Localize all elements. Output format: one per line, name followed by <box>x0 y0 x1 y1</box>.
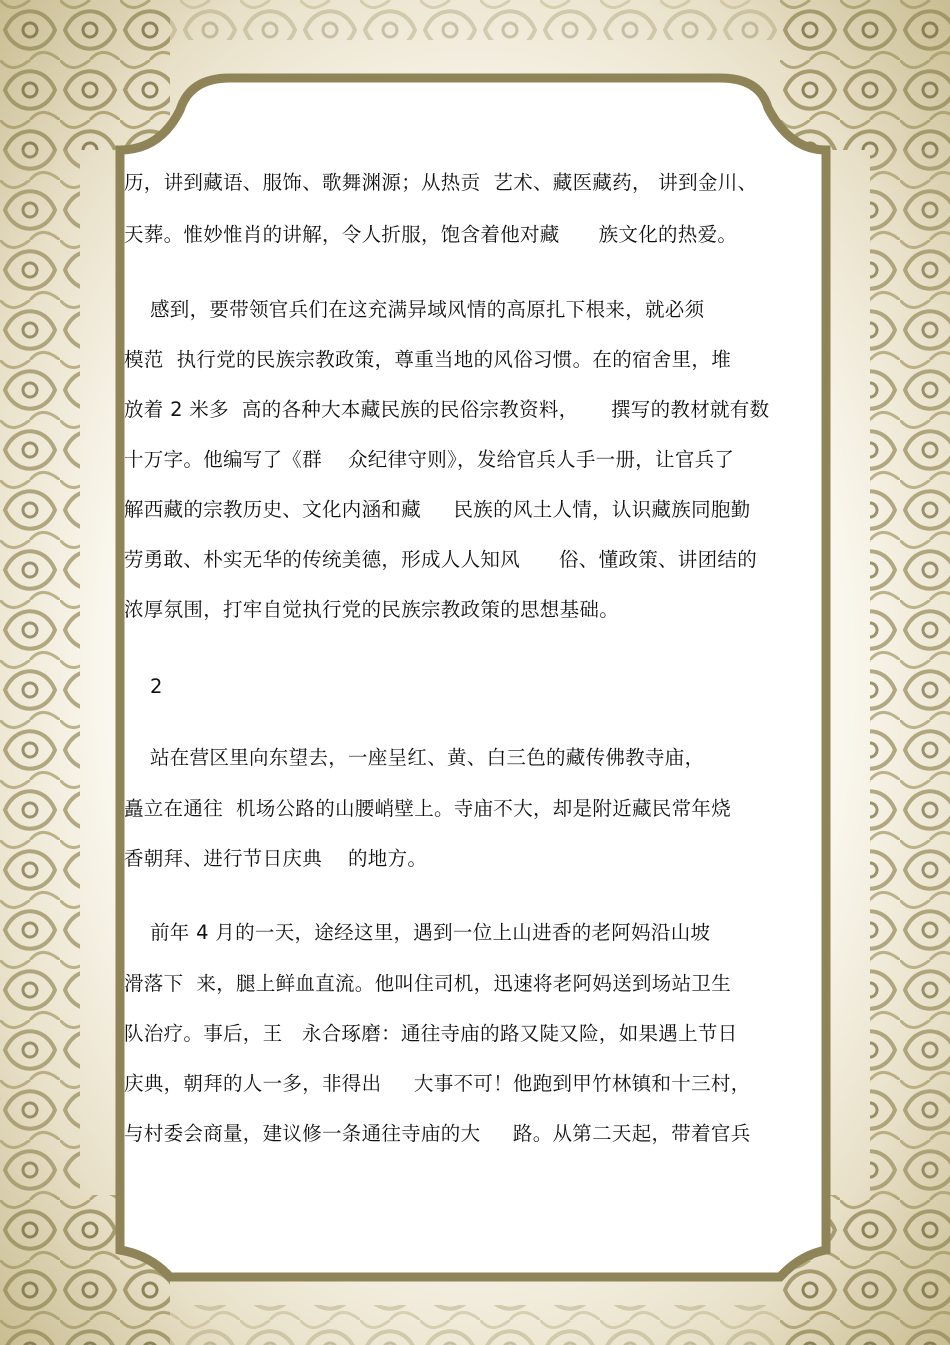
text-line: 庆典，朝拜的人一多，非得出 大事不可！他跑到甲竹林镇和十三村， <box>124 1072 751 1095</box>
text-line: 前年 4 月的一天，途经这里，遇到一位上山进香的老阿妈沿山坡 <box>124 921 711 944</box>
text-line: 浓厚氛围，打牢自觉执行党的民族宗教政策的思想基础。 <box>124 598 620 621</box>
text-line: 放着 2 米多 高的各种大本藏民族的民俗宗教资料， 撰写的教材就有数 <box>124 398 770 421</box>
text-line: 历，讲到藏语、服饰、歌舞渊源；从热贡 艺术、藏医藏药， 讲到金川、 <box>124 171 758 194</box>
text-line: 与村委会商量，建议修一条通往寺庙的大 路。从第二天起，带着官兵 <box>124 1122 751 1145</box>
text-line: 滑落下 来，腿上鲜血直流。他叫住司机，迅速将老阿妈送到场站卫生 <box>124 972 731 995</box>
text-line: 十万字。他编写了《群 众纪律守则》，发给官兵人手一册，让官兵了 <box>124 448 735 471</box>
text-line: 香朝拜、进行节日庆典 的地方。 <box>124 847 428 870</box>
text-line: 解西藏的宗教历史、文化内涵和藏 民族的风土人情，认识藏族同胞勤 <box>124 498 751 521</box>
text-line: 站在营区里向东望去，一座呈红、黄、白三色的藏传佛教寺庙， <box>124 746 705 769</box>
text-line: 天葬。惟妙惟肖的讲解，令人折服，饱含着他对藏 族文化的热爱。 <box>124 223 738 246</box>
text-line: 模范 执行党的民族宗教政策，尊重当地的风俗习惯。在的宿舍里，堆 <box>124 348 731 371</box>
text-line: 劳勇敢、朴实无华的传统美德，形成人人知风 俗、懂政策、讲团结的 <box>124 548 757 571</box>
text-line: 感到，要带领官兵们在这充满异域风情的高原扎下根来，就必须 <box>124 298 705 321</box>
text-line: 矗立在通往 机场公路的山腰峭壁上。寺庙不大，却是附近藏民常年烧 <box>124 797 731 820</box>
text-line: 队治疗。事后，王 永合琢磨：通往寺庙的路又陡又险，如果遇上节日 <box>124 1022 738 1045</box>
section-number: 2 <box>124 675 163 698</box>
